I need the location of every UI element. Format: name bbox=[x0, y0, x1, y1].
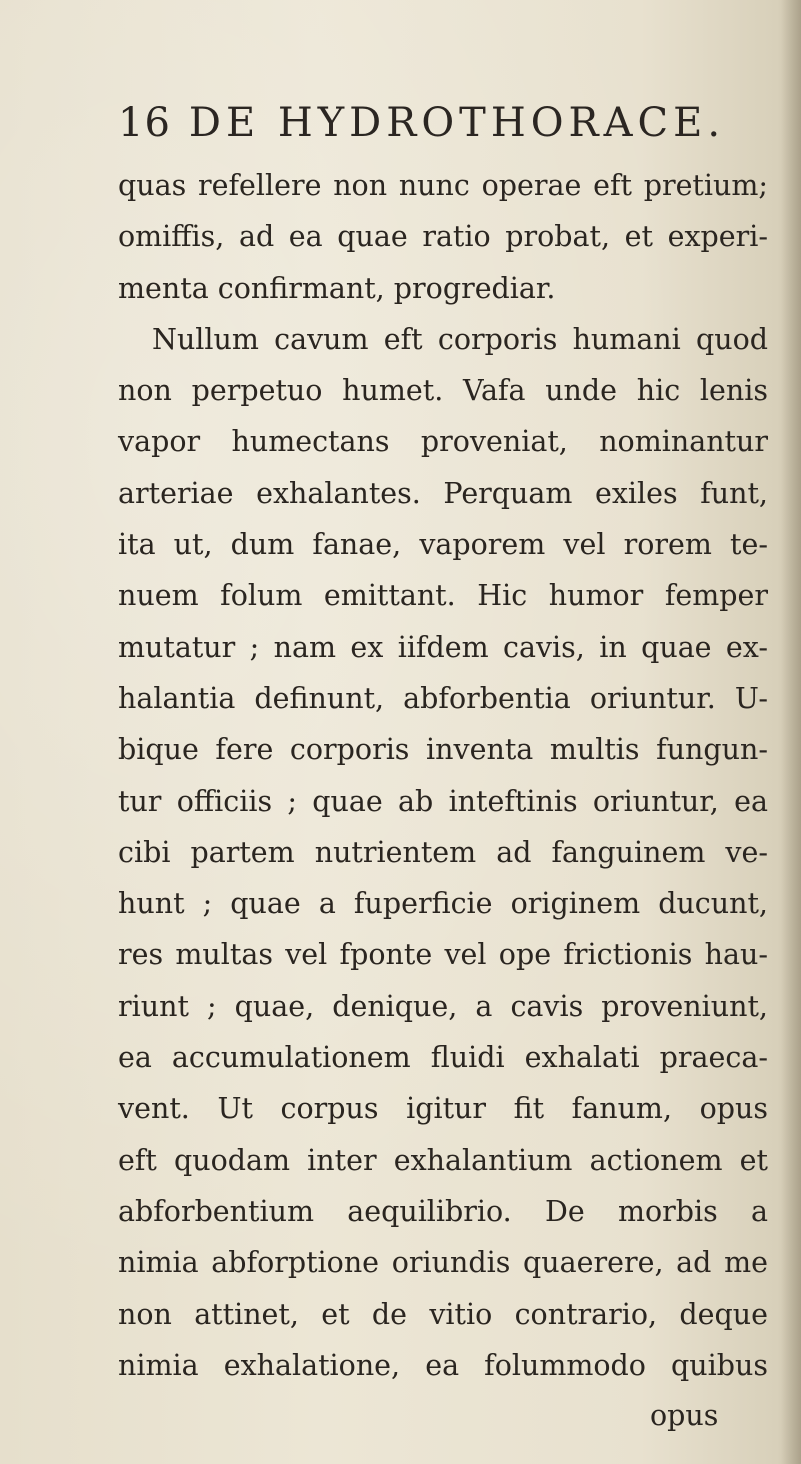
text-line: eft quodam inter exhalantium actionem et bbox=[118, 1143, 768, 1177]
text-line: omiffis, ad ea quae ratio probat, et experi- bbox=[118, 220, 768, 254]
catchword: opus bbox=[650, 1399, 719, 1432]
text-line: bique fere corporis inventa multis fungun- bbox=[118, 733, 768, 767]
text-line: quas refellere non nunc operae eft pretium; bbox=[118, 169, 768, 202]
text-line: nuem folum emittant. Hic humor femper bbox=[118, 579, 768, 613]
text-line: non perpetuo humet. Vafa unde hic lenis bbox=[118, 374, 768, 408]
text-line: vapor humectans proveniat, nominantur bbox=[118, 425, 768, 459]
text-line: nimia abforptione oriundis quaerere, ad me bbox=[118, 1246, 768, 1280]
text-line: tur officiis ; quae ab inteftinis oriuntur, ea bbox=[118, 784, 768, 818]
running-title: DE HYDROTHORACE. bbox=[188, 100, 726, 146]
text-line: ea accumulationem fluidi exhalati praeca- bbox=[118, 1041, 768, 1075]
text-line: abforbentium aequilibrio. De morbis a bbox=[118, 1194, 768, 1228]
text-line: non attinet, et de vitio contrario, deque bbox=[118, 1297, 768, 1331]
text-line: arteriae exhalantes. Perquam exiles funt, bbox=[118, 476, 768, 510]
text-line: Nullum cavum eft corporis humani quod bbox=[152, 322, 768, 356]
text-line: vent. Ut corpus igitur fit fanum, opus bbox=[118, 1092, 768, 1126]
text-line: menta confirmant, progrediar. bbox=[118, 271, 556, 305]
page-number: 16 bbox=[118, 100, 171, 146]
text-line: ita ut, dum fanae, vaporem vel rorem te- bbox=[118, 528, 768, 562]
text-line: cibi partem nutrientem ad fanguinem ve- bbox=[118, 835, 768, 869]
text-line: riunt ; quae, denique, a cavis proveniunt, bbox=[118, 989, 768, 1023]
text-line: halantia definunt, abforbentia oriuntur. U- bbox=[118, 681, 768, 715]
text-line: hunt ; quae a fuperficie originem ducunt, bbox=[118, 887, 768, 921]
running-header bbox=[118, 100, 725, 146]
body-text bbox=[118, 160, 768, 1391]
page-edge-shadow bbox=[781, 0, 801, 1464]
text-line: mutatur ; nam ex iifdem cavis, in quae ex- bbox=[118, 630, 768, 664]
text-line: res multas vel fponte vel ope frictionis hau- bbox=[118, 938, 768, 972]
text-line: nimia exhalatione, ea folummodo quibus bbox=[118, 1348, 768, 1382]
